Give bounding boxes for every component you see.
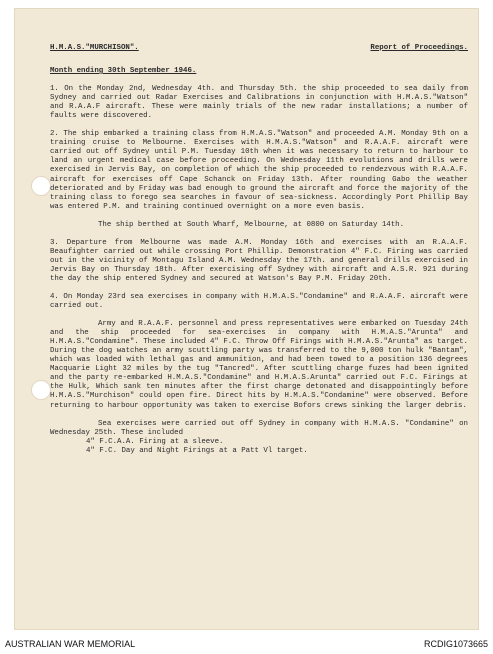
archive-id: RCDIG1073665 xyxy=(423,638,488,649)
paragraph-2-berthing: The ship berthed at South Wharf, Melbourne, at 0800 on Saturday 14th. xyxy=(98,220,405,229)
paragraph-1: 1. On the Monday 2nd, Wednesday 4th. and Thursday 5th. the ship proceeded to sea daily from Sydney and carried out Radar Exercises and Calibrations in conjunction with H.M.A.S."Watson" and R.A.A.F aircraft. These were mainly trials of the new radar installations; a number of faults were discovered. xyxy=(50,85,468,121)
paragraph-3: 3. Departure from Melbourne was made A.M. Monday 16th and exercises with an R.A.A.F. Beaufighter carried out while crossing Port Phillip. Demonstration 4" F.C. Firing was carried out in the vicinity of Montagu Island A.M. Wednesday the 17th. and general drills exercised in Jervis Bay on Thursday 18th. After exercising off Sydney with aircraft and A.S.R. 921 during the day the ship entered Sydney and secured at Watson's Bay P.M. Friday 20th. xyxy=(50,238,468,283)
paragraph-4-sea-exercises: Sea exercises were carried out off Sydney in company with H.M.A.S. "Condamine" on Wednesday 25th. These included xyxy=(50,419,468,437)
ship-name: H.M.A.S."MURCHISON". xyxy=(50,44,139,52)
document-page xyxy=(14,8,479,630)
archive-footer xyxy=(0,633,493,654)
report-header xyxy=(50,44,468,53)
punch-hole xyxy=(31,380,51,400)
report-body xyxy=(50,44,468,456)
archive-name: AUSTRALIAN WAR MEMORIAL xyxy=(5,638,136,649)
list-item: 4" F.C.A.A. Firing at a sleeve. xyxy=(86,437,224,446)
paragraph-4: 4. On Monday 23rd sea exercises in company with H.M.A.S."Condamine" and R.A.A.F. aircraft were carried out. xyxy=(50,292,468,311)
exercise-list xyxy=(86,438,468,456)
paragraph-2: 2. The ship embarked a training class from H.M.A.S."Watson" and proceeded A.M. Monday 9th on a training cruise to Melbourne. Exercises with H.M.A.S."Watson" and R.A.A.F. aircraft were carried out off Sydney until P.M. Tuesday 10th when it was necessary to return to harbour to land an urgent medical case before proceeding. On Wednesday 11th evolutions and drills were exercised in Jervis Bay, on completion of which the ship proceeded to rendezvous with R.A.A.F. aircraft for exercises off Cape Schanck on Friday 13th. After rounding Gabo the weather deteriorated and by Friday was bad enough to ground the aircraft and force the majority of the training class to forego sea searches in favour of sea-sickness. Accordingly Port Phillip Bay was entered P.M. and training continued overnight on a more even basis. xyxy=(50,130,468,211)
paragraph-4-scuttling: Army and R.A.A.F. personnel and press representatives were embarked on Tuesday 24th and the ship proceeded for sea-exercises in company with H.M.A.S."Arunta" and H.M.A.S."Condamine". These included 4" F.C. Throw Off Firings with H.M.A.S."Arunta" as target. During the dog watches an army scuttling party was transferred to the 9,000 ton hulk "Bantam", which was loaded with lethal gas and ammunition, and had been towed to a position 136 degrees Macquarie Light 32 miles by the tug "Tancred". After scuttling charge fuzes had been ignited and the party re-embarked H.M.A.S."Condamine" and H.M.A.S.Arunta" carried out F.C. Firings at the Hulk, Which sank ten minutes after the first charge detonated and disappointingly before H.M.A.S."Murchison" could open fire. Direct hits by H.M.A.S."Condamine" were observed. Before returning to harbour opportunity was taken to exercise Bofors crews sinking the larger debris. xyxy=(50,320,468,410)
list-item: 4" F.C. Day and Night Firings at a Patt Vl target. xyxy=(86,446,308,455)
punch-hole xyxy=(31,176,51,196)
month-heading: Month ending 30th September 1946. xyxy=(50,67,197,76)
report-title: Report of Proceedings. xyxy=(370,44,468,52)
